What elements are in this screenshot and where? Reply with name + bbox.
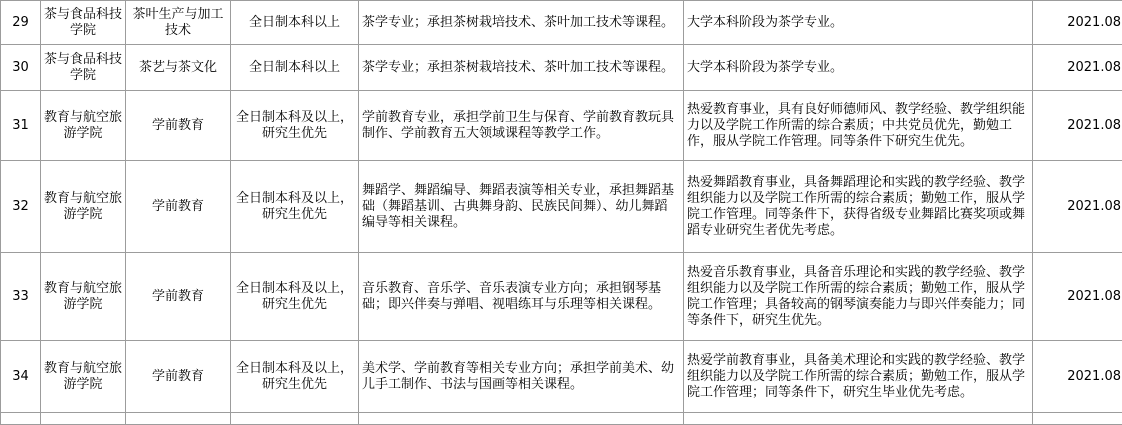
college-cell: 教育与航空旅游学院	[41, 341, 126, 413]
position-cell: 学前教育	[126, 91, 231, 161]
college-cell: 教育与航空旅游学院	[41, 253, 126, 341]
college-cell: 茶与食品科技学院	[41, 45, 126, 91]
empty-cell	[1, 413, 41, 425]
table-row	[1, 1, 1122, 45]
position-cell: 学前教育	[126, 253, 231, 341]
requirement-cell: 学前教育专业，承担学前卫生与保育、学前教育教玩具制作、学前教育五大领域课程等教学工作。	[359, 91, 684, 161]
education-cell: 全日制本科及以上，研究生优先	[231, 341, 359, 413]
date-cell: 2021.08	[1033, 161, 1122, 253]
requirement-cell: 茶学专业；承担茶树栽培技术、茶叶加工技术等课程。	[359, 1, 684, 45]
table-row	[1, 413, 1122, 425]
position-cell: 茶叶生产与加工技术	[126, 1, 231, 45]
row-number: 33	[1, 253, 41, 341]
other-requirement-cell: 热爱音乐教育事业，具备音乐理论和实践的教学经验、教学组织能力以及学院工作所需的综合素质；勤勉工作，服从学院工作管理；具备较高的钢琴演奏能力与即兴伴奏能力；同等条件下，研究生优先。	[684, 253, 1033, 341]
row-number: 32	[1, 161, 41, 253]
requirement-cell: 美术学、学前教育等相关专业方向；承担学前美术、幼儿手工制作、书法与国画等相关课程。	[359, 341, 684, 413]
other-requirement-cell: 热爱舞蹈教育事业，具备舞蹈理论和实践的教学经验、教学组织能力以及学院工作所需的综合素质；勤勉工作，服从学院工作管理。同等条件下，获得省级专业舞蹈比赛奖项或舞蹈专业研究生者优先考虑。	[684, 161, 1033, 253]
requirement-cell: 茶学专业；承担茶树栽培技术、茶叶加工技术等课程。	[359, 45, 684, 91]
date-cell: 2021.08	[1033, 91, 1122, 161]
education-cell: 全日制本科及以上，研究生优先	[231, 253, 359, 341]
table-row	[1, 161, 1122, 253]
table-row	[1, 341, 1122, 413]
position-cell: 茶艺与茶文化	[126, 45, 231, 91]
empty-cell	[126, 413, 231, 425]
position-cell: 学前教育	[126, 161, 231, 253]
other-requirement-cell: 大学本科阶段为茶学专业。	[684, 1, 1033, 45]
row-number: 29	[1, 1, 41, 45]
education-cell: 全日制本科及以上，研究生优先	[231, 91, 359, 161]
position-cell: 学前教育	[126, 341, 231, 413]
empty-cell	[41, 413, 126, 425]
requirement-cell: 音乐教育、音乐学、音乐表演专业方向；承担钢琴基础；即兴伴奏与弹唱、视唱练耳与乐理等相关课程。	[359, 253, 684, 341]
other-requirement-cell: 热爱教育事业，具有良好师德师风、教学经验、教学组织能力以及学院工作所需的综合素质；中共党员优先，勤勉工作，服从学院工作管理。同等条件下研究生优先。	[684, 91, 1033, 161]
education-cell: 全日制本科以上	[231, 1, 359, 45]
date-cell: 2021.08	[1033, 253, 1122, 341]
requirement-cell: 舞蹈学、舞蹈编导、舞蹈表演等相关专业，承担舞蹈基础（舞蹈基训、古典舞身韵、民族民间舞）、幼儿舞蹈编导等相关课程。	[359, 161, 684, 253]
other-requirement-cell: 大学本科阶段为茶学专业。	[684, 45, 1033, 91]
empty-cell	[1033, 413, 1122, 425]
table-row	[1, 91, 1122, 161]
empty-cell	[684, 413, 1033, 425]
row-number: 30	[1, 45, 41, 91]
date-cell: 2021.08	[1033, 45, 1122, 91]
table-row	[1, 253, 1122, 341]
table-row	[1, 45, 1122, 91]
college-cell: 教育与航空旅游学院	[41, 161, 126, 253]
other-requirement-cell: 热爱学前教育事业，具备美术理论和实践的教学经验、教学组织能力以及学院工作所需的综合素质；勤勉工作，服从学院工作管理；同等条件下，研究生毕业优先考虑。	[684, 341, 1033, 413]
college-cell: 茶与食品科技学院	[41, 1, 126, 45]
row-number: 31	[1, 91, 41, 161]
education-cell: 全日制本科以上	[231, 45, 359, 91]
empty-cell	[359, 413, 684, 425]
row-number: 34	[1, 341, 41, 413]
education-cell: 全日制本科及以上，研究生优先	[231, 161, 359, 253]
date-cell: 2021.08	[1033, 1, 1122, 45]
college-cell: 教育与航空旅游学院	[41, 91, 126, 161]
date-cell: 2021.08	[1033, 341, 1122, 413]
empty-cell	[231, 413, 359, 425]
